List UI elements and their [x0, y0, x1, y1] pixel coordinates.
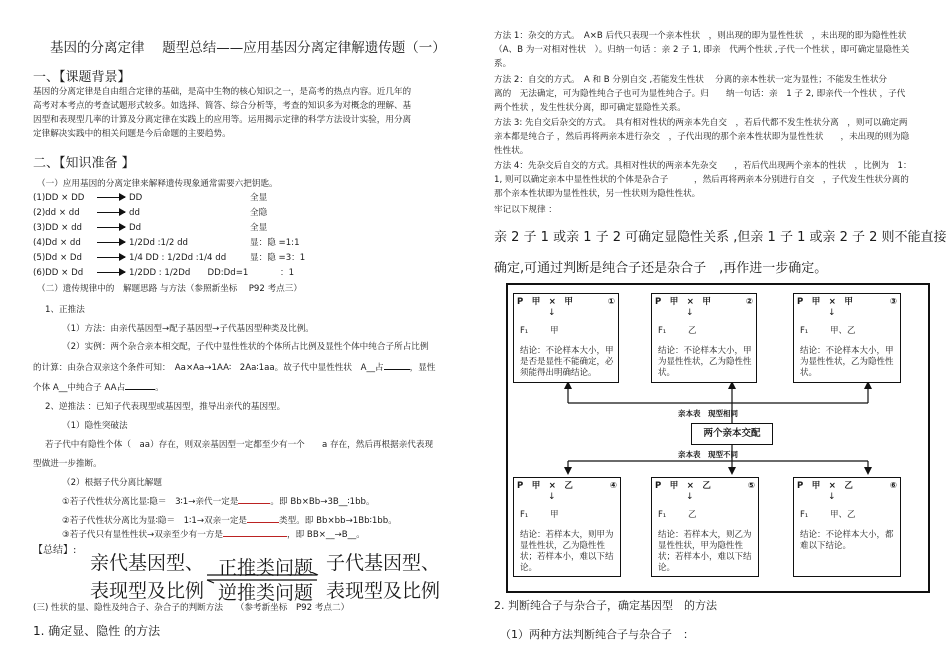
- paragraph-line: （2）根据子代分离比解题: [62, 478, 162, 488]
- f1-label: F₁: [800, 510, 809, 520]
- text-span: ③若子代只有显性性状→双亲至少有一方是: [62, 530, 223, 540]
- down-arrow-icon: ↓: [686, 492, 694, 502]
- summary-parent-genotype: 亲代基因型、: [90, 552, 205, 574]
- key-row: [33, 207, 140, 219]
- label-same-phenotype: [678, 408, 738, 419]
- arrow-icon: [97, 227, 125, 229]
- key-row: [33, 192, 142, 204]
- paragraph-line: 离的 无法确定，可为隐性纯合子也可为显性纯合子。归 纳一句话：亲 1 子 2, 即亲代一个性状 ，子代: [494, 89, 906, 99]
- box-number: ①: [607, 297, 615, 307]
- box-number: ⑥: [889, 481, 897, 491]
- key-row: [33, 222, 141, 234]
- document-title: 基因的分离定律 题型总结——应用基因分离定律解遗传题（一）: [50, 40, 446, 56]
- subsection-heading: 1. 确定显、隐性 的方法: [33, 624, 161, 638]
- text-span: ①若子代性状分离比显∶隐＝ 3∶1→亲代一定是: [62, 497, 239, 507]
- subsection-intro: （一）应用基因的分离定律来解释遗传现象通常需要六把钥匙。: [37, 179, 278, 189]
- text-span: ，即 BB×__→B__。: [287, 530, 365, 540]
- down-arrow-icon: ↓: [548, 492, 556, 502]
- dominance-diagram: [506, 283, 930, 593]
- paragraph-line: 型做进一步推断。: [33, 459, 102, 469]
- key-pheno: 全显: [250, 223, 268, 233]
- paragraph-line: 基因的分离定律是自由组合定律的基础，是高中生物的核心知识之一，是高考的热点内容。近几年的: [33, 87, 412, 97]
- f1-label: F₁: [658, 326, 667, 336]
- label-part: 亲本表: [678, 409, 701, 418]
- paragraph-line: 高考对本考点的考查试题形式较多。如选择、简答、综合分析等，考查的知识多为对概念的理解、基: [33, 101, 412, 111]
- rule-line: 亲 2 子 1 或亲 1 子 2 可确定显隐性关系 ,但亲 1 子 1 或亲 2 子 2 则不能直接: [494, 230, 947, 245]
- key-cross: (1)DD × DD: [33, 193, 85, 203]
- f1-label: F₁: [520, 326, 529, 336]
- f1-label: F₁: [520, 510, 529, 520]
- conclusion-text: 结论：若样本大，则甲为显性性状，乙为隐性性状；若样本小，难以下结论。: [520, 530, 614, 573]
- section-heading-knowledge: 二、【知识准备 】: [33, 156, 135, 171]
- conclusion-text: 结论：不论样本大小，甲是否是显性不能确定，必须能得出明确结论。: [520, 346, 614, 378]
- key-result: DD: [129, 193, 143, 203]
- down-arrow-icon: ↓: [828, 308, 836, 318]
- method-heading: 1、正推法: [45, 305, 85, 315]
- down-arrow-icon: ↓: [686, 308, 694, 318]
- rule-line: 确定,可通过判断是纯合子还是杂合子 ,再作进一步确定。: [494, 261, 828, 276]
- label-part: 现型不同: [708, 450, 738, 459]
- paragraph-line: 那个亲本性状即为显性性状，另一性状则为隐性性状。: [494, 189, 701, 199]
- diagram-box-3: [793, 293, 901, 383]
- paragraph-line: （2）实例：两个杂合亲本相交配，子代中显性性状的个体所占比例及显性个体中纯合子所占比例: [62, 342, 429, 352]
- paragraph-line: 亲本都是纯合子 ，然后再将两亲本进行杂交 ，子代出现的那个亲本性状即为显性性状 ，未出现的则为隐: [494, 132, 910, 142]
- key-result: dd: [129, 208, 140, 218]
- paragraph-line: 方法 3: 先自交后杂交的方式。 具有相对性状的两亲本先自交 ，若后代都不发生性状分离 ，则可以确定两: [494, 118, 908, 128]
- paragraph-line: [33, 381, 164, 394]
- method-heading: 2、逆推法 ：已知子代表现型或基因型，推导出亲代的基因型。: [45, 402, 286, 412]
- subsection-intro: （二）遗传规律中的 解题思路 与方法（参照新坐标 P92 考点三）: [37, 284, 302, 294]
- key-result: 1/4 DD : 1/2Dd :1/4 dd: [129, 253, 227, 263]
- text-span: 个体 A__中纯合子 AA占: [33, 383, 126, 393]
- cross-text: P 甲 × 甲: [517, 297, 573, 307]
- summary-child-phenotype: 表现型及比例: [326, 580, 441, 602]
- diagram-box-5: [651, 477, 759, 577]
- f1-value: 乙: [688, 326, 697, 336]
- cross-text: P 甲 × 甲: [655, 297, 711, 307]
- f1-label: F₁: [800, 326, 809, 336]
- cross-line: [797, 481, 897, 492]
- key-cross: (2)dd × dd: [33, 208, 80, 218]
- paragraph-line: 方法 1：杂交的方式。 A×B 后代只表现一个亲本性状 ，则出现的即为显性性状 ，未出现的即为隐性性状: [494, 31, 907, 41]
- cross-line: [517, 481, 617, 492]
- cross-text: P 甲 × 乙: [797, 481, 853, 491]
- key-pheno: 显：隐 =3：1: [250, 253, 306, 263]
- cross-line: [655, 297, 753, 308]
- text-span: 。: [155, 383, 164, 393]
- diagram-box-2: [651, 293, 757, 383]
- paragraph-line: [62, 514, 397, 527]
- box-number: ③: [889, 297, 897, 307]
- key-row: [33, 267, 248, 279]
- key-pheno: 全显: [250, 193, 268, 203]
- paragraph-line: 两个性状 ，发生性状分离，即可确定显隐性关系。: [494, 103, 686, 113]
- text-span: 类型。即 Bb×bb→1Bb∶1bb。: [279, 516, 397, 526]
- diagram-box-4: [513, 477, 621, 577]
- conclusion-text: 结论：不论样本大小，都难以下结论。: [800, 530, 894, 551]
- fill-blank: [223, 528, 287, 537]
- subsection-heading: （1）两种方法判断纯合子与杂合子 ：: [500, 628, 694, 641]
- paragraph-line: 方法 2：自交的方式。 A 和 B 分别自交 ,若能发生性状 分离的亲本性状一定为显性；不能发生性状分: [494, 75, 888, 85]
- fill-blank: [384, 361, 410, 370]
- paragraph-line: [33, 361, 435, 374]
- arrow-icon: [97, 257, 125, 259]
- double-arrow-icon: [205, 572, 321, 584]
- conclusion-text: 结论：不论样本大小，甲为显性性状，乙为隐性性状。: [800, 346, 894, 378]
- key-row: [33, 252, 226, 264]
- paragraph-line: 性性状。: [494, 146, 529, 156]
- paragraph-line: [62, 495, 375, 508]
- summary-child-genotype: 子代基因型、: [326, 552, 441, 574]
- fill-blank: [238, 495, 270, 504]
- box-number: ④: [609, 481, 617, 491]
- paragraph-line: 定律解决实践中的相关问题是今后命题的主要趋势。: [33, 129, 231, 139]
- f1-value: 乙: [688, 510, 697, 520]
- down-arrow-icon: ↓: [828, 492, 836, 502]
- text-span: ，显性: [409, 363, 436, 373]
- paragraph-line: 若子代中有隐性个体（ aa）存在，则双亲基因型一定都至少有一个 a 存在，然后再根据亲代表现: [45, 440, 434, 450]
- paragraph-line: 方法 4：先杂交后自交的方式。具相对性状的两亲本先杂交 ，若后代出现两个亲本的性状 ，比例为 1：: [494, 161, 912, 171]
- diagram-box-6: [793, 477, 901, 577]
- key-result: 1/2Dd :1/2 dd: [129, 238, 189, 248]
- summary-label: 【总结】:: [33, 545, 77, 556]
- text-span: ②若子代性状分离比为显∶隐＝ 1∶1→双亲一定是: [62, 516, 248, 526]
- diagram-box-1: [513, 293, 619, 383]
- key-row: [33, 237, 188, 249]
- cross-text: P 甲 × 乙: [517, 481, 573, 491]
- arrow-icon: [97, 242, 125, 244]
- subsection-intro: (三) 性状的显、隐性及纯合子、杂合子的判断方法 （参考新坐标 P92 考点二）: [33, 603, 350, 613]
- section-heading: 2. 判断纯合子与杂合子，确定基因型 的方法: [494, 599, 717, 612]
- summary-forward: 正推类问题: [218, 557, 314, 579]
- section-heading-background: 一、【课题背景】: [33, 70, 131, 85]
- f1-label: F₁: [658, 510, 667, 520]
- conclusion-text: 结论：不论样本大小，甲为显性性状，乙为隐性性状。: [658, 346, 752, 378]
- paragraph-line: （1）方法：由亲代基因型→配子基因型→子代基因型种类及比例。: [62, 324, 314, 334]
- fill-blank: [247, 514, 279, 523]
- label-diff-phenotype: [678, 449, 738, 460]
- paragraph-line: 1, 则可以确定亲本中显性性状的个体是杂合子 ，然后再将两亲本分别进行自交 ，子代发生性状分离的: [494, 175, 909, 185]
- key-result: Dd: [129, 223, 142, 233]
- conclusion-text: 结论：若样本大，则乙为显性性状，甲为隐性性状；若样本小，难以下结论。: [658, 530, 752, 573]
- arrow-icon: [97, 212, 125, 214]
- key-pheno: ：1: [280, 268, 295, 278]
- key-cross: (3)DD × dd: [33, 223, 82, 233]
- label-part: 现型相同: [708, 409, 738, 418]
- down-arrow-icon: ↓: [548, 308, 556, 318]
- label-part: 亲本表: [678, 450, 701, 459]
- paragraph-line: 牢记以下规律 ：: [494, 205, 557, 215]
- f1-value: 甲: [550, 510, 559, 520]
- paragraph-line: 因型和表现型几率的计算及分离定律在实践上的应用等。运用揭示定律的科学方法设计实验，用分离: [33, 115, 412, 125]
- box-number: ②: [745, 297, 753, 307]
- text-span: 的计算：由杂合双亲这个条件可知： Aa×Aa→1AA∶ 2Aa∶1aa。故子代中显性性状 A__占: [33, 363, 384, 373]
- key-cross: (6)DD × Dd: [33, 268, 84, 278]
- key-pheno: 全隐: [250, 208, 268, 218]
- paragraph-line: （A、B 为一对相对性状 ）。归纳一句话 ：亲 2 子 1, 即亲 代两个性状 ,子代一个性状 ，即可确定显隐性关: [494, 45, 910, 55]
- key-cross: (5)Dd × Dd: [33, 253, 82, 263]
- cross-text: P 甲 × 乙: [655, 481, 711, 491]
- paragraph-line: [62, 528, 365, 541]
- center-cross-box: 两个亲本交配: [691, 423, 773, 445]
- f1-value: 甲、乙: [830, 326, 856, 336]
- text-span: 。即 Bb×Bb→3B__∶1bb。: [270, 497, 375, 507]
- cross-text: P 甲 × 甲: [797, 297, 853, 307]
- cross-line: [655, 481, 755, 492]
- summary-parent-phenotype: 表现型及比例: [90, 580, 205, 602]
- box-number: ⑤: [747, 481, 755, 491]
- arrow-icon: [97, 272, 125, 274]
- key-cross: (4)Dd × dd: [33, 238, 81, 248]
- cross-line: [797, 297, 897, 308]
- f1-value: 甲: [550, 326, 559, 336]
- fill-blank: [125, 381, 155, 390]
- arrow-icon: [97, 197, 125, 199]
- f1-value: 甲、乙: [830, 510, 856, 520]
- paragraph-line: （1）隐性突破法: [62, 421, 128, 431]
- cross-line: [517, 297, 615, 308]
- key-result: 1/2DD : 1/2Dd DD:Dd=1: [129, 268, 249, 278]
- key-pheno: 显：隐 =1:1: [250, 238, 300, 248]
- paragraph-line: 系。: [494, 59, 512, 69]
- summary-inverse: 逆推类问题: [218, 582, 314, 604]
